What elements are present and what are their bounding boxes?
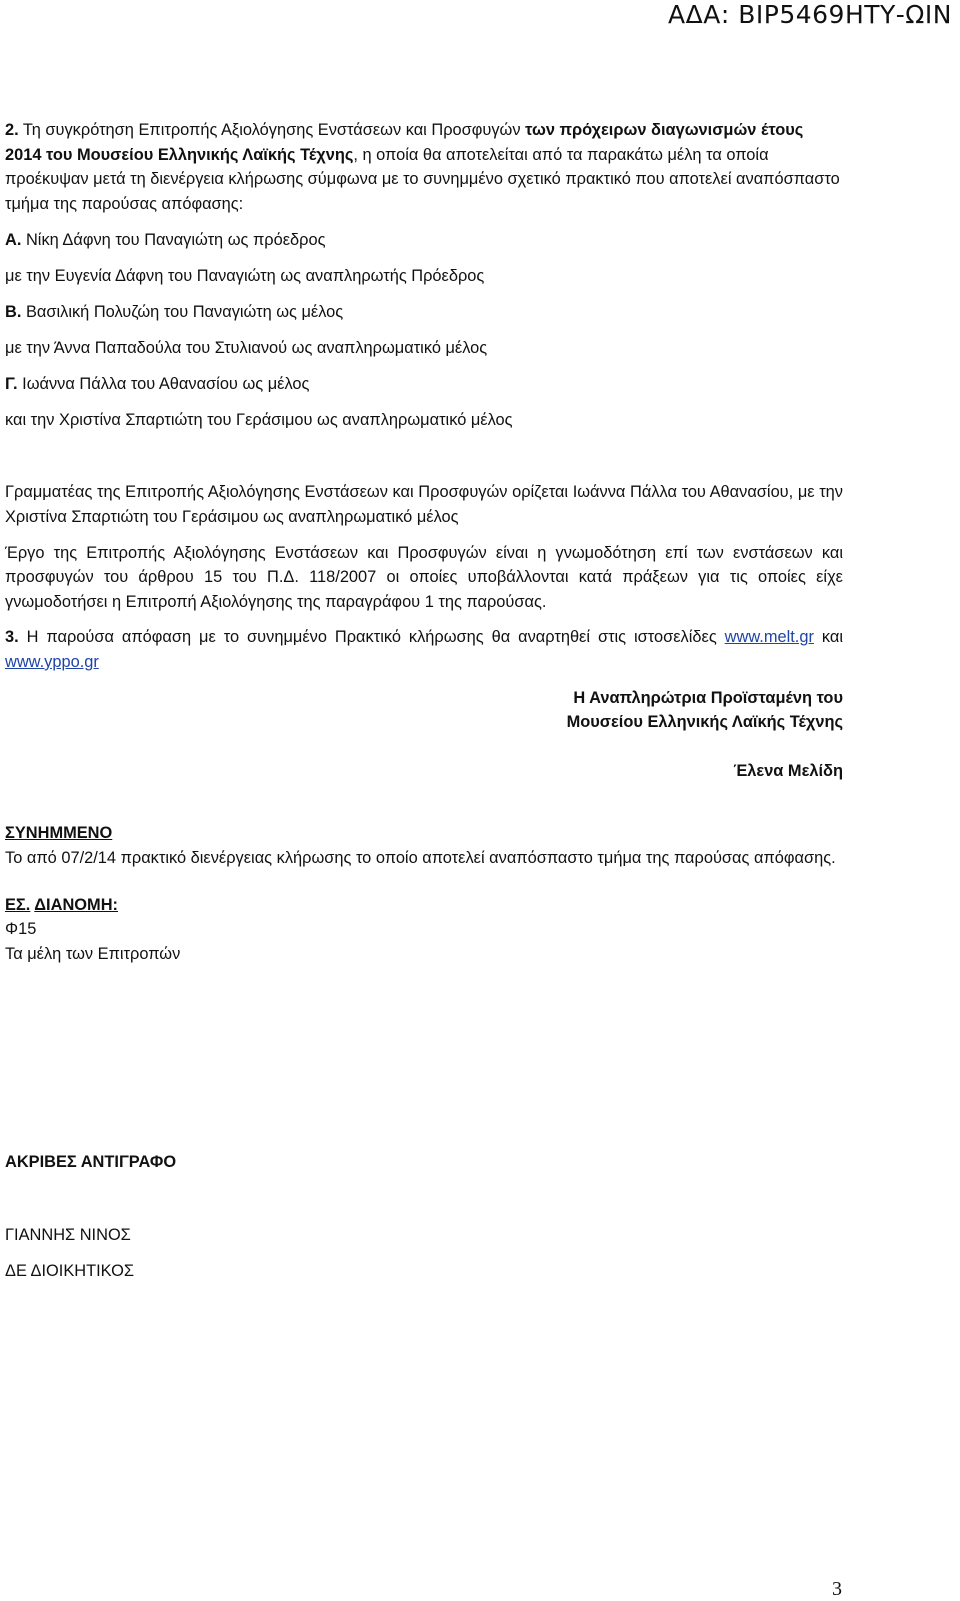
distribution-heading <box>5 893 843 918</box>
member-a-sub: με την Ευγενία Δάφνη του Παναγιώτη ως αναπληρωτής Πρόεδρος <box>5 267 485 286</box>
member-c-letter: Γ. <box>5 375 18 394</box>
exact-copy-label: ΑΚΡΙΒΕΣ ΑΝΤΙΓΡΑΦΟ <box>5 1153 177 1172</box>
member-a-main: Νίκη Δάφνη του Παναγιώτη ως πρόεδρος <box>21 231 326 250</box>
item-2-bold: των πρόχειρων διαγωνισμών έτους 2014 του Μουσείου Ελληνικής Λαϊκής Τέχνης <box>5 121 804 164</box>
item-2-text-b: , η οποία θα αποτελείται από τα παρακάτω μέλη τα οποία προέκυψαν μετά τη διενέργεια κλήρωσης σύμφωνα με το συνημμένο σχετικό πρακτικό που αποτελεί αναπόσπαστο τμήμα της παρούσας απόφασης: <box>5 145 840 213</box>
signature-title-2: Μουσείου Ελληνικής Λαϊκής Τέχνης <box>566 713 843 732</box>
member-a-letter: Α. <box>5 231 22 250</box>
secretary-paragraph: Γραμματέας της Επιτροπής Αξιολόγησης Ενστάσεων και Προσφυγών ορίζεται Ιωάννα Πάλλα του Αθανασίου, με την Χριστίνα Σπαρτιώτη του Γεράσιμου ως αναπληρωματικό μέλος <box>5 483 843 526</box>
distribution-item: Τα μέλη των Επιτροπών <box>5 944 181 963</box>
member-b-letter: Β. <box>5 303 22 322</box>
distribution-dianomi: ΔΙΑΝΟΜΗ: <box>34 895 118 914</box>
attachment-heading: ΣΥΝΗΜΜΕΝΟ <box>5 824 113 843</box>
member-c-sub: και την Χριστίνα Σπαρτιώτη του Γεράσιμου ως αναπληρωματικό μέλος <box>5 411 513 430</box>
distribution-es: ΕΣ. <box>5 895 31 914</box>
item-3-text: Η παρούσα απόφαση με το συνημμένο Πρακτικό κλήρωσης θα αναρτηθεί στις ιστοσελίδες <box>18 628 725 647</box>
item-3-paragraph <box>5 625 843 674</box>
document-body <box>5 118 843 1284</box>
item-3-and: και <box>813 628 843 647</box>
signature-title-1: Η Αναπληρώτρια Προϊσταμένη του <box>573 688 843 707</box>
member-a <box>5 228 843 252</box>
member-b <box>5 300 843 324</box>
page-number: 3 <box>832 1578 842 1600</box>
member-c-main: Ιωάννα Πάλλα του Αθανασίου ως μέλος <box>17 375 310 394</box>
attachment-text: Το από 07/2/14 πρακτικό διενέργειας κλήρωσης το οποίο αποτελεί αναπόσπαστο τμήμα της παρούσας απόφασης. <box>5 848 836 867</box>
signature-name: Έλενα Μελίδη <box>733 761 843 780</box>
link-yppo[interactable]: www.yppo.gr <box>5 652 99 671</box>
item-3-number: 3. <box>5 628 19 647</box>
item-2-text-a: Τη συγκρότηση Επιτροπής Αξιολόγησης Ενστάσεων και Προσφυγών <box>18 121 526 139</box>
copy-name: ΓΙΑΝΝΗΣ ΝΙΝΟΣ <box>5 1225 131 1244</box>
item-2-paragraph <box>5 118 843 216</box>
ada-header: ΑΔΑ: ΒΙΡ5469ΗΤΥ-ΩΙΝ <box>668 0 952 29</box>
link-melt[interactable]: www.melt.gr <box>724 628 814 647</box>
copy-role: ΔΕ ΔΙΟΙΚΗΤΙΚΟΣ <box>5 1262 134 1281</box>
member-c <box>5 372 843 396</box>
task-paragraph: Έργο της Επιτροπής Αξιολόγησης Ενστάσεων και Προσφυγών είναι η γνωμοδότηση επί των ενστάσεων και προσφυγών του άρθρου 15 του Π.Δ. 118/2007 οι οποίες υποβάλλονται κατά πράξεων για τις οποίες είχε γνωμοδοτήσει η Επιτροπή Αξιολόγησης της παραγράφου 1 της παρούσας. <box>5 543 843 611</box>
member-b-sub: με την Άννα Παπαδούλα του Στυλιανού ως αναπληρωματικό μέλος <box>5 339 488 358</box>
member-b-main: Βασιλική Πολυζώη του Παναγιώτη ως μέλος <box>21 303 344 322</box>
item-2-number: 2. <box>5 121 19 139</box>
distribution-item: Φ15 <box>5 920 37 939</box>
